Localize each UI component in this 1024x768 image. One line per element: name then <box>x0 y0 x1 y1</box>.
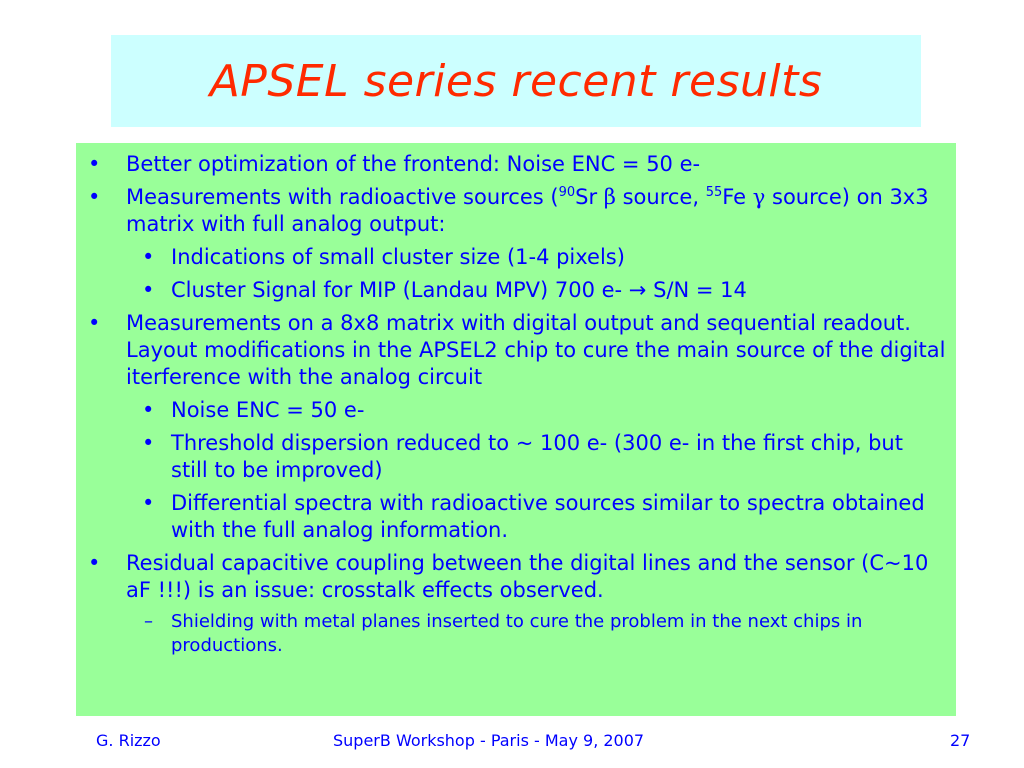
bullet-icon: • <box>88 152 101 176</box>
bullet-text: Differential spectra with radioactive sources similar to spectra obtained with the full analog information. <box>171 491 925 542</box>
bullet-item-frontend <box>76 151 956 178</box>
bullet-item-radioactive <box>76 184 956 238</box>
footer-event: SuperB Workshop - Paris - May 9, 2007 <box>333 731 645 750</box>
text-part: Fe <box>722 185 753 209</box>
bullet-icon: • <box>88 551 101 575</box>
arrow-right-icon: → <box>628 278 647 302</box>
bullet-text <box>171 277 941 304</box>
bullet-icon: • <box>88 311 101 335</box>
bullet-item-8x8-matrix <box>76 310 956 391</box>
bullet-text: Shielding with metal planes inserted to cure the problem in the next chips in productions. <box>171 611 863 656</box>
bullet-list <box>76 151 956 664</box>
text-part: S/N = 14 <box>646 278 747 302</box>
title-box <box>111 35 921 127</box>
text-part: Sr <box>575 185 604 209</box>
sub-bullet-cluster-signal <box>76 277 956 304</box>
content-box <box>76 143 956 716</box>
bullet-item-coupling <box>76 550 956 604</box>
bullet-icon: • <box>142 245 155 269</box>
isotope-mass-sr: 90 <box>558 185 576 200</box>
dash-icon: – <box>144 611 153 632</box>
sub-bullet-cluster-size <box>76 244 956 271</box>
footer-author: G. Rizzo <box>96 731 161 750</box>
bullet-text: Indications of small cluster size (1-4 pixels) <box>171 245 625 269</box>
slide-title: APSEL series recent results <box>209 55 823 107</box>
bullet-icon: • <box>142 431 155 455</box>
beta-symbol: β <box>603 185 616 209</box>
bullet-icon: • <box>142 398 155 422</box>
bullet-text: Threshold dispersion reduced to ~ 100 e- (300 e- in the first chip, but still to be improved) <box>171 431 903 482</box>
footer-page-number: 27 <box>950 731 971 750</box>
bullet-icon: • <box>88 185 101 209</box>
bullet-text: Better optimization of the frontend: Noise ENC = 50 e- <box>126 152 701 176</box>
gamma-symbol: γ <box>752 185 766 209</box>
text-part: source, <box>615 185 706 209</box>
sub-bullet-threshold <box>76 430 956 484</box>
bullet-text: Measurements on a 8x8 matrix with digital output and sequential readout. Layout modifications in the APSEL2 chip to cure the main source of the digital iterference with the analog circuit <box>126 311 946 389</box>
isotope-mass-fe: 55 <box>705 185 723 200</box>
bullet-text <box>126 184 946 238</box>
text-part: Measurements with radioactive sources ( <box>126 185 559 209</box>
text-part: Cluster Signal for MIP (Landau MPV) 700 e- <box>171 278 629 302</box>
text-part: source) on 3x3 matrix with full analog output: <box>126 185 929 236</box>
sub-bullet-spectra <box>76 490 956 544</box>
sub-bullet-shielding <box>76 610 956 658</box>
bullet-text: Residual capacitive coupling between the digital lines and the sensor (C~10 aF !!!) is an issue: crosstalk effects observed. <box>126 551 929 602</box>
bullet-text: Noise ENC = 50 e- <box>171 398 365 422</box>
sub-bullet-noise <box>76 397 956 424</box>
bullet-icon: • <box>142 491 155 515</box>
bullet-icon: • <box>142 278 155 302</box>
